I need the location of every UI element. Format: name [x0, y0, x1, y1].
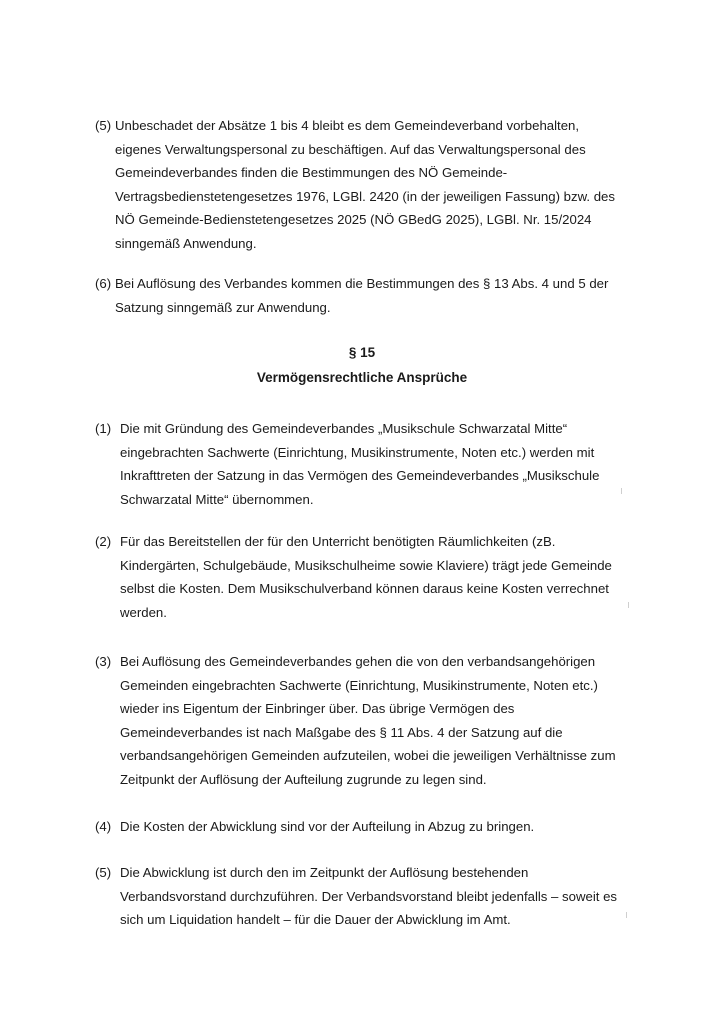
- paragraph-line: Gemeindeverbandes ist nach Maßgabe des § 11 Abs. 4 der Satzung auf die: [120, 724, 563, 740]
- paragraph-1-sachwerte: [95, 417, 655, 511]
- paragraph-number: (3): [95, 654, 112, 669]
- section-number: § 15: [348, 345, 376, 360]
- paragraph-3-aufloesung-gemeindeverband: [95, 650, 655, 791]
- paragraph-2-raeumlichkeiten: [95, 530, 655, 624]
- paragraph-line: Schwarzatal Mitte“ übernommen.: [120, 491, 314, 507]
- paragraph-number: (5): [95, 865, 112, 880]
- paragraph-line: sinngemäß Anwendung.: [115, 235, 257, 251]
- paragraph-4-kosten-abwicklung: [95, 815, 655, 839]
- paragraph-line: Unbeschadet der Absätze 1 bis 4 bleibt es dem Gemeindeverband vorbehalten,: [115, 118, 580, 133]
- paragraph-line: Die mit Gründung des Gemeindeverbandes „Musikschule Schwarzatal Mitte“: [120, 421, 568, 436]
- paragraph-6-aufloesung: [95, 272, 655, 319]
- paragraph-number: (6): [95, 276, 112, 291]
- paragraph-line: Gemeinden eingebrachten Sachwerte (Einrichtung, Musikinstrumente, Noten etc.): [120, 677, 598, 693]
- paragraph-line: Satzung sinngemäß zur Anwendung.: [115, 299, 331, 315]
- paragraph-line: Kindergärten, Schulgebäude, Musikschulheime sowie Klaviere) trägt jede Gemeinde: [120, 557, 612, 573]
- paragraph-line: Zeitpunkt der Auflösung der Aufteilung zugrunde zu legen sind.: [120, 771, 487, 787]
- paragraph-line: sich um Liquidation handelt – für die Dauer der Abwicklung im Amt.: [120, 912, 511, 927]
- paragraph-line: selbst die Kosten. Dem Musikschulverband können daraus keine Kosten verrechnet: [120, 581, 609, 596]
- paragraph-line: Bei Auflösung des Gemeindeverbandes gehen die von den verbandsangehörigen: [120, 654, 596, 669]
- paragraph-line: Die Abwicklung ist durch den im Zeitpunkt der Auflösung bestehenden: [120, 865, 529, 880]
- paragraph-number: (1): [95, 421, 112, 436]
- section-title: Vermögensrechtliche Ansprüche: [256, 370, 468, 385]
- paragraph-5-abwicklung-vorstand: [95, 861, 655, 932]
- paragraph-line: Bei Auflösung des Verbandes kommen die Bestimmungen des § 13 Abs. 4 und 5 der: [115, 276, 609, 291]
- paragraph-5-verwaltungspersonal: [95, 114, 655, 255]
- paragraph-line: werden.: [120, 604, 167, 620]
- paragraph-number: (5): [95, 118, 112, 133]
- paragraph-line: eingebrachten Sachwerte (Einrichtung, Musikinstrumente, Noten etc.) werden mit: [120, 444, 595, 460]
- scan-speck: [626, 912, 627, 918]
- paragraph-line: eigenes Verwaltungspersonal zu beschäftigen. Auf das Verwaltungspersonal des: [115, 141, 586, 157]
- paragraph-number: (2): [95, 534, 112, 549]
- scan-speck: [628, 602, 629, 608]
- paragraph-line: Inkrafttreten der Satzung in das Vermögen des Gemeindeverbandes „Musikschule: [120, 468, 600, 483]
- paragraph-line: NÖ Gemeinde-Bedienstetengesetzes 2025 (NÖ GBedG 2025), LGBl. Nr. 15/2024: [115, 212, 592, 227]
- paragraph-line: Vertragsbedienstetengesetzes 1976, LGBl. 2420 (in der jeweiligen Fassung) bzw. des: [115, 188, 615, 204]
- paragraph-line: Für das Bereitstellen der für den Unterricht benötigten Räumlichkeiten (zB.: [120, 534, 556, 549]
- paragraph-line: Verbandsvorstand durchzuführen. Der Verbandsvorstand bleibt jedenfalls – soweit es: [120, 888, 618, 904]
- paragraph-line: wieder ins Eigentum der Einbringer über. Das übrige Vermögen des: [120, 701, 515, 716]
- paragraph-line: Die Kosten der Abwicklung sind vor der Aufteilung in Abzug zu bringen.: [120, 819, 535, 834]
- paragraph-line: Gemeindeverbandes finden die Bestimmungen des NÖ Gemeinde-: [115, 165, 508, 180]
- scan-speck: [621, 488, 622, 494]
- paragraph-line: verbandsangehörigen Gemeinden aufzuteilen, wobei die jeweiligen Verhältnisse zum: [120, 748, 616, 763]
- paragraph-number: (4): [95, 819, 112, 834]
